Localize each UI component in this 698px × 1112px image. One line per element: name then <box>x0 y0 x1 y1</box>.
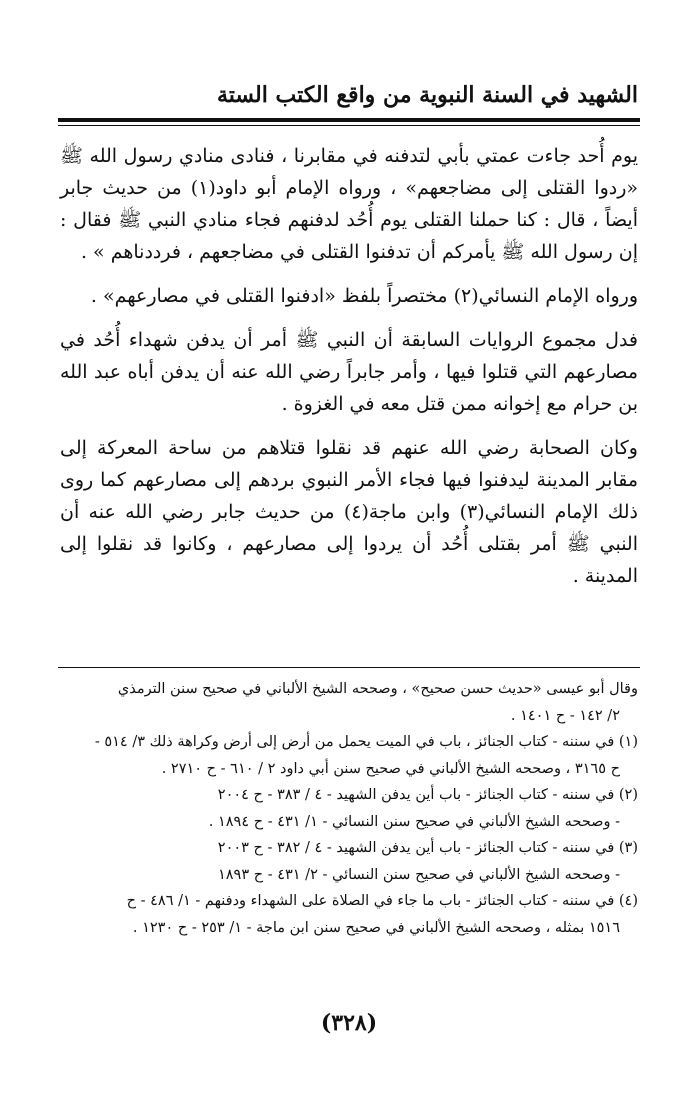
page-number: (٣٢٨) <box>320 1010 378 1036</box>
footnote-separator <box>58 667 640 668</box>
footnote-line: ح ٣١٦٥ ، وصححه الشيخ الألباني في صحيح سنن أبي داود ٢ / ٦١٠ - ح ٢٧١٠ . <box>161 760 620 777</box>
header-rule-thick <box>58 118 640 122</box>
footnote-line: ١٥١٦ بمثله ، وصححه الشيخ الألباني في صحيح سنن ابن ماجة - ١/ ٢٥٣ - ح ١٢٣٠ . <box>132 919 620 936</box>
paragraph: ورواه الإمام النسائي(٢) مختصراً بلفظ «ادفنوا القتلى في مصارعهم» . <box>90 285 638 307</box>
header-rule-thin <box>58 125 640 126</box>
footnote-line: (٣) في سننه - كتاب الجنائز - باب أين يدفن الشهيد - ٤ / ٣٨٢ - ح ٢٠٠٣ <box>217 840 638 856</box>
footnote-line: (٢) في سننه - كتاب الجنائز - باب أين يدفن الشهيد - ٤ / ٣٨٣ - ح ٢٠٠٤ <box>217 787 638 803</box>
footnote-line: (٤) في سننه - كتاب الجنائز - باب ما جاء في الصلاة على الشهداء ودفنهم - ١/ ٤٨٦ - ح <box>126 893 638 909</box>
footnote-line: (١) في سننه - كتاب الجنائز ، باب في الميت يحمل من أرض إلى أرض وكراهة ذلك ٣/ ٥١٤ - <box>94 734 638 750</box>
paragraph: فدل مجموع الروايات السابقة أن النبي ﷺ أمر أن يدفن شهداء أُحُد في مصارعهم التي قتلوا فيها ، وأمر جابراً رضي الله عنه أن يدفن أباه عبد الله بن حرام مع إخوانه ممن قتل معه في الغزوة . <box>60 329 638 415</box>
footnote-line: - وصححه الشيخ الألباني في صحيح سنن النسائي - ٢/ ٤٣١ - ح ١٨٩٣ <box>217 866 620 883</box>
footnotes <box>60 676 638 941</box>
footnote-line: وقال أبو عيسى «حديث حسن صحيح» ، وصححه الشيخ الألباني في صحيح سنن الترمذي <box>117 681 638 697</box>
running-header: الشهيد في السنة النبوية من واقع الكتب الستة <box>216 82 638 108</box>
paragraph: يوم أُحد جاءت عمتي بأبي لتدفنه في مقابرنا ، فنادى منادي رسول الله ﷺ «ردوا القتلى إلى مضاجعهم» ، ورواه الإمام أبو داود(١) من حديث جابر أيضاً ، قال : كنا حملنا القتلى يوم أُحُد لدفنهم فجاء منادي النبي ﷺ فقال : إن رسول الله ﷺ يأمركم أن تدفنوا القتلى في مضاجعهم ، فرددناهم » . <box>60 145 639 263</box>
footnote-line: - وصححه الشيخ الألباني في صحيح سنن النسائي - ١/ ٤٣١ - ح ١٨٩٤ . <box>208 813 620 830</box>
footnote-line: ٢/ ١٤٢ - ح ١٤٠١ . <box>510 707 620 724</box>
main-text <box>60 140 638 592</box>
paragraph: وكان الصحابة رضي الله عنهم قد نقلوا قتلاهم من ساحة المعركة إلى مقابر المدينة ليدفنوا فيها فجاء الأمر النبوي بردهم إلى مصارعهم كما روى ذلك الإمام النسائي(٣) وابن ماجة(٤) من حديث جابر رضي الله عنه أن النبي ﷺ أمر بقتلى أُحُد أن يردوا إلى مصارعهم ، وكانوا قد نقلوا إلى المدينة . <box>60 437 639 587</box>
